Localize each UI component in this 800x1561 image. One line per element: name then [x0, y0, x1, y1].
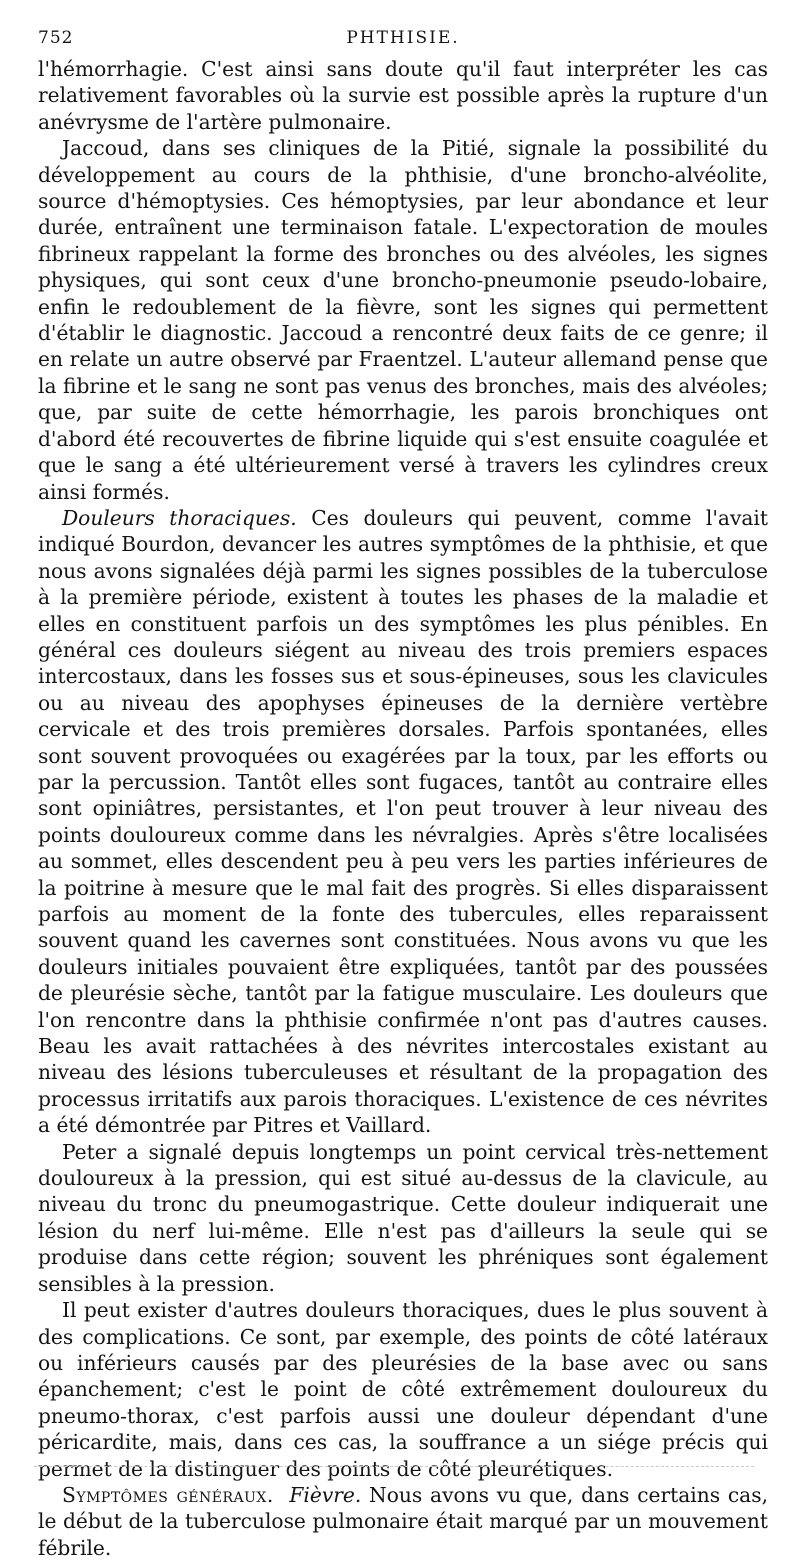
subsection-lead-italic: Fièvre.	[289, 1482, 362, 1507]
paragraph-peter	[38, 1139, 768, 1297]
paragraph-autres-douleurs	[38, 1297, 768, 1482]
running-title: PHTHISIE.	[346, 28, 460, 48]
paragraph-continuation	[38, 56, 768, 135]
section-heading-smallcaps: Symptômes généraux.	[62, 1482, 274, 1507]
paragraph-text: Jaccoud, dans ses cliniques de la Pitié, signale la possibilité du développement au cours de la phthisie, d'une broncho-alvéolite, source d'hémoptysies. Ces hémoptysies, par leur abondance et leur durée, entraînent une terminaison fatale. L'expectoration de moules fibrineux rappelant la forme des bronches ou des alvéoles, les signes physiques, qui sont ceux d'une broncho-pneumonie pseudo-lobaire, enfin le redoublement de la fièvre, sont les signes qui permettent d'établir le diagnostic. Jaccoud a rencontré deux faits de ce genre; il en relate un autre observé par Fraentzel. L'auteur allemand pense que la fibrine et le sang ne sont pas venus des bronches, mais des alvéoles; que, par suite de cette hémorrhagie, les parois bronchiques ont d'abord été recouvertes de fibrine liquide qui s'est ensuite coagulée et que le sang a été ultérieurement versé à travers les cylindres creux ainsi formés.	[38, 136, 768, 504]
paragraph-douleurs-thoraciques	[38, 505, 768, 1139]
section-lead-italic: Douleurs thoraciques.	[62, 505, 297, 530]
page-number: 752	[38, 28, 74, 48]
paragraph-text: Ces douleurs qui peuvent, comme l'avait indiqué Bourdon, devancer les autres symptômes de la phthisie, et que nous avons signalées déjà parmi les signes possibles de la tuberculose à la première période, existent à toutes les phases de la maladie et elles en constituent parfois un des symptômes les plus pénibles. En général ces douleurs siégent au niveau des trois premiers espaces intercostaux, dans les fosses sus et sous-épineuses, sous les clavicules ou au niveau des apophyses épineuses de la dernière vertèbre cervicale et des trois premières dorsales. Parfois spontanées, elles sont souvent provoquées ou exagérées par la toux, par les efforts ou par la percussion. Tantôt elles sont fugaces, tantôt au contraire elles sont opiniâtres, persistantes, et l'on peut trouver à leur niveau des points douloureux comme dans les névralgies. Après s'être localisées au sommet, elles descendent peu à peu vers les parties inférieures de la poitrine à mesure que le mal fait des progrès. Si elles disparaissent parfois au moment de la fonte des tubercules, elles reparaissent souvent quand les cavernes sont constituées. Nous avons vu que les douleurs initiales pouvaient être expliquées, tantôt par des poussées de pleurésie sèche, tantôt par la fatigue musculaire. Les douleurs que l'on rencontre dans la phthisie confirmée n'ont pas d'autres causes. Beau les avait rattachées à des névrites intercostales existant au niveau des lésions tuberculeuses et résultant de la propagation des processus irritatifs aux parois thoraciques. L'existence de ces névrites a été démontrée par Pitres et Vaillard.	[38, 505, 768, 1138]
paragraph-text: Peter a signalé depuis longtemps un point cervical très-nettement douloureux à la pression, qui est situé au-dessus de la clavicule, au niveau du tronc du pneumogastrique. Cette douleur indiquerait une lésion du nerf lui-même. Elle n'est pas d'ailleurs la seule qui se produise dans cette région; souvent les phréniques sont également sensibles à la pression.	[38, 1139, 768, 1296]
running-head	[38, 26, 768, 56]
paragraph-text: Nous avons vu que, dans certains cas, le début de la tuberculose pulmonaire était marqué par un mouvement fébrile.	[38, 1482, 768, 1560]
paragraph-jaccoud	[38, 135, 768, 505]
book-page	[38, 26, 768, 1560]
footer-rule	[34, 1466, 754, 1467]
paragraph-text: l'hémorrhagie. C'est ainsi sans doute qu'il faut interpréter les cas relativement favorables où la survie est possible après la rupture d'un anévrysme de l'artère pulmonaire.	[38, 57, 768, 134]
paragraph-symptomes-generaux	[38, 1482, 768, 1561]
paragraph-text: Il peut exister d'autres douleurs thoraciques, dues le plus souvent à des complications. Ce sont, par exemple, des points de côté latéraux ou inférieurs causés par des pleurésies de la base avec ou sans épanchement; c'est le point de côté extrêmement douloureux du pneumo-thorax, c'est parfois aussi une douleur dépendant d'une péricardite, mais, dans ces cas, la souffrance a un siége précis qui permet de la distinguer des points de côté pleurétiques.	[38, 1298, 768, 1481]
body-text	[38, 56, 768, 1561]
